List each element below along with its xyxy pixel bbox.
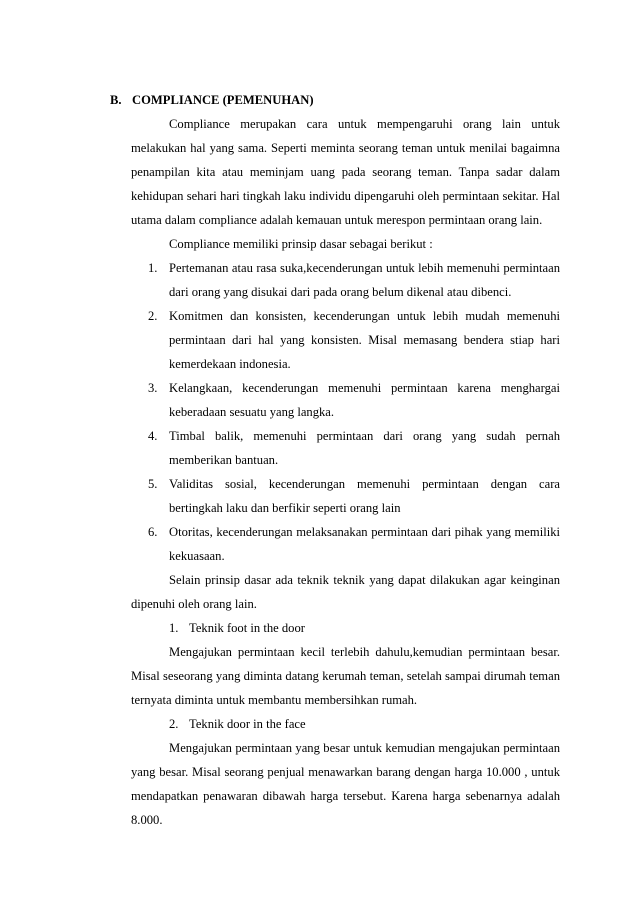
list-number: 2. [148, 309, 158, 323]
list-item [131, 376, 560, 424]
technique-title: Teknik door in the face [189, 717, 306, 731]
list-item [131, 520, 560, 568]
list-number: 3. [148, 381, 158, 395]
technique-number: 1. [169, 621, 179, 635]
technique-description: Mengajukan permintaan yang besar untuk kemudian mengajukan permintaan yang besar. Misal seorang penjual menawarkan barang dengan harga 10.000 , untuk mendapatkan penawaran dibawah harga tersebut. Karena harga sebenarnya adalah 8.000. [131, 741, 560, 827]
technique-heading [131, 712, 560, 736]
section-body [131, 112, 560, 832]
section-heading [110, 88, 560, 112]
section-letter: B. [110, 93, 122, 107]
intro-paragraph: Compliance merupakan cara untuk mempengaruhi orang lain untuk melakukan hal yang sama. Seperti meminta seorang teman untuk menilai bagaimna penampilan kita atau meminjam uang pada seorang teman. Tanpa sadar dalam kehidupan sehari hari tingkah laku individu dipengaruhi oleh permintaan sekitar. Hal utama dalam compliance adalah kemauan untuk merespon permintaan orang lain. [131, 117, 560, 227]
list-text: Timbal balik, memenuhi permintaan dari orang yang sudah pernah memberikan bantuan. [169, 429, 560, 467]
principles-list [131, 256, 560, 568]
list-text: Validitas sosial, kecenderungan memenuhi permintaan dengan cara bertingkah laku dan berfikir seperti orang lain [169, 477, 560, 515]
section-title: COMPLIANCE (PEMENUHAN) [132, 93, 314, 107]
list-item [131, 424, 560, 472]
list-item [131, 256, 560, 304]
technique-title: Teknik foot in the door [189, 621, 305, 635]
principles-intro: Compliance memiliki prinsip dasar sebagai berikut : [169, 237, 433, 251]
list-number: 6. [148, 525, 158, 539]
list-number: 5. [148, 477, 158, 491]
list-number: 1. [148, 261, 158, 275]
technique-heading [131, 616, 560, 640]
list-text: Otoritas, kecenderungan melaksanakan permintaan dari pihak yang memiliki kekuasaan. [169, 525, 560, 563]
techniques-intro: Selain prinsip dasar ada teknik teknik yang dapat dilakukan agar keinginan dipenuhi oleh orang lain. [131, 573, 560, 611]
technique-description: Mengajukan permintaan kecil terlebih dahulu,kemudian permintaan besar. Misal seseorang yang diminta datang kerumah teman, setelah sampai dirumah teman ternyata diminta untuk membantu membersihkan rumah. [131, 645, 560, 707]
list-text: Komitmen dan konsisten, kecenderungan untuk lebih mudah memenuhi permintaan dari hal yang konsisten. Misal memasang bendera stiap hari kemerdekaan indonesia. [169, 309, 560, 371]
list-item [131, 304, 560, 376]
technique-number: 2. [169, 717, 179, 731]
list-text: Kelangkaan, kecenderungan memenuhi permintaan karena menghargai keberadaan sesuatu yang langka. [169, 381, 560, 419]
list-number: 4. [148, 429, 158, 443]
list-item [131, 472, 560, 520]
list-text: Pertemanan atau rasa suka,kecenderungan untuk lebih memenuhi permintaan dari orang yang disukai dari pada orang belum dikenal atau dibenci. [169, 261, 560, 299]
